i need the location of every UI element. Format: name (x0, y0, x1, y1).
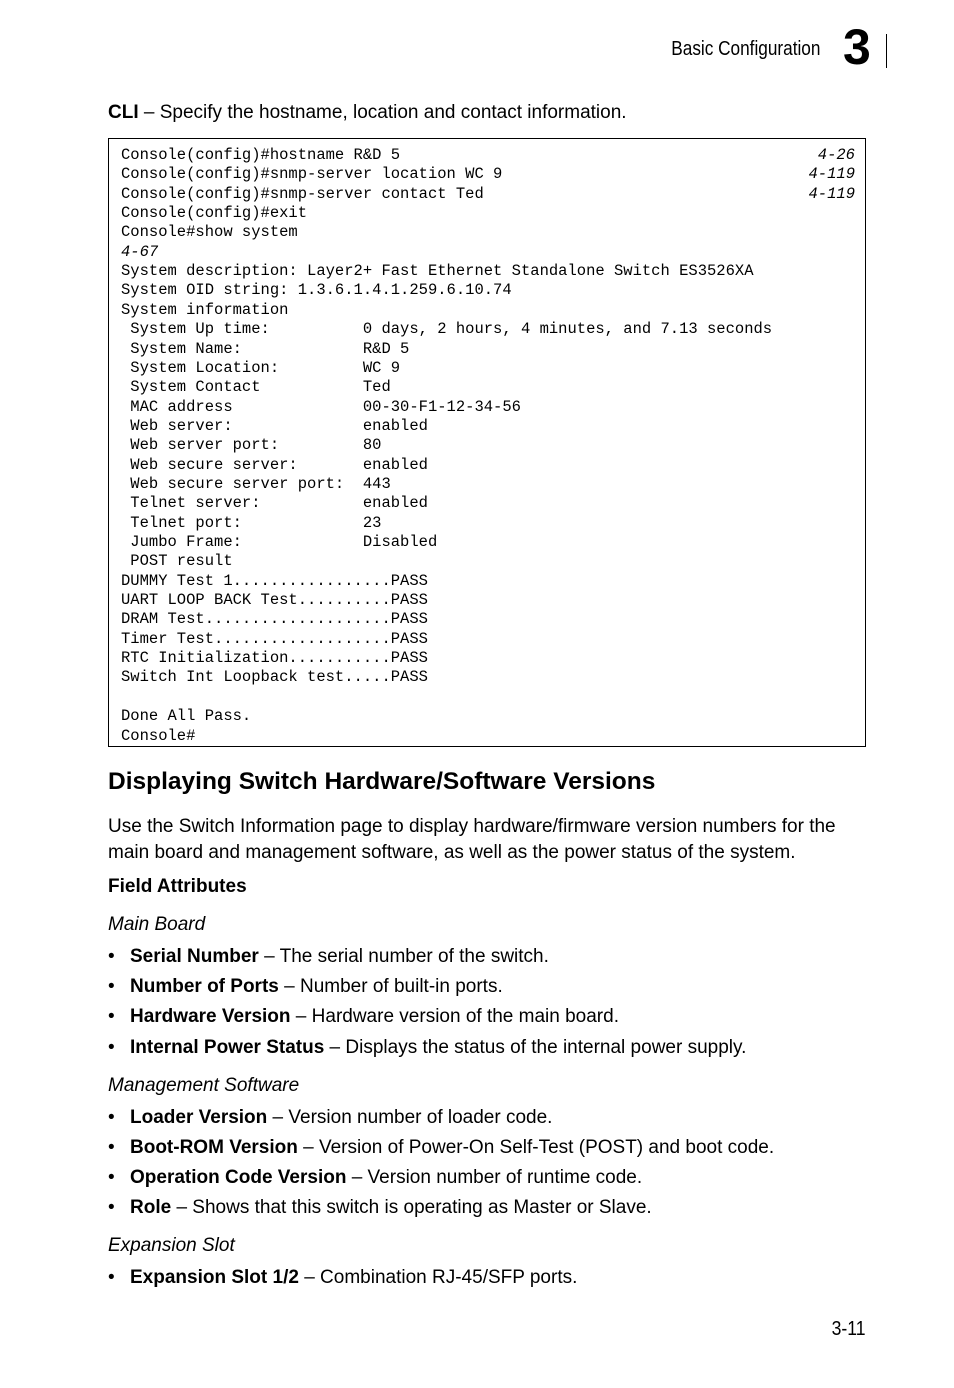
code-line: Done All Pass. (121, 707, 252, 726)
code-line: POST result (121, 552, 233, 571)
bullet-glyph: • (108, 946, 115, 967)
code-line: Web server: enabled (121, 416, 428, 435)
list-item-term: Operation Code Version (130, 1167, 347, 1188)
code-line: System Location: WC 9 (121, 358, 401, 377)
code-block (108, 138, 866, 747)
cli-intro-text: – Specify the hostname, location and contact information. (138, 102, 627, 123)
code-line: Jumbo Frame: Disabled (121, 533, 438, 551)
cli-label: CLI (108, 102, 139, 123)
code-line: Timer Test...................PASS (121, 629, 428, 648)
bullet-glyph: • (108, 1137, 115, 1158)
code-line: System information (121, 300, 289, 319)
bullet-glyph: • (108, 1267, 115, 1288)
code-page-ref: 4-119 (808, 165, 855, 184)
list-item-term: Number of Ports (130, 976, 279, 997)
code-line: MAC address 00-30-F1-12-34-56 (121, 397, 521, 416)
code-line: Web server port: 80 (121, 436, 382, 455)
chapter-number: 3 (843, 19, 871, 75)
code-line: Console# (121, 726, 196, 745)
list-item-term: Internal Power Status (130, 1037, 325, 1058)
list-item-desc: – Shows that this switch is operating as Master or Slave. (171, 1197, 652, 1218)
code-line: Telnet server: enabled (121, 494, 428, 513)
bullet-glyph: • (108, 1197, 115, 1218)
code-line: RTC Initialization...........PASS (121, 649, 428, 668)
bullet-glyph: • (108, 1167, 115, 1188)
list-item-term: Hardware Version (130, 1006, 291, 1027)
list-item-term: Role (130, 1197, 172, 1218)
group-label-main-board: Main Board (108, 914, 206, 935)
running-header-title: Basic Configuration (670, 38, 820, 60)
code-line: DUMMY Test 1.................PASS (121, 571, 428, 590)
code-line: Console(config)#hostname R&D 5 (121, 146, 401, 164)
list-item-desc: – Version of Power-On Self-Test (POST) and boot code. (297, 1137, 775, 1158)
code-line: Web secure server port: 443 (121, 474, 391, 493)
list-item-desc: – Version number of runtime code. (346, 1167, 643, 1188)
list-item-desc: – The serial number of the switch. (258, 946, 549, 967)
section-title: Displaying Switch Hardware/Software Versions (108, 768, 656, 795)
section-paragraph: Use the Switch Information page to display hardware/firmware version numbers for the main board and management software, as well as the power status of the system. (108, 816, 836, 863)
page-number: 3-11 (832, 1318, 866, 1340)
cli-intro (108, 102, 627, 124)
code-line: Web secure server: enabled (121, 455, 428, 474)
code-page-ref: 4-26 (817, 146, 855, 164)
code-line: Console(config)#exit (121, 204, 308, 223)
list-item-desc: – Number of built-in ports. (278, 976, 503, 997)
bullet-glyph: • (108, 1107, 115, 1128)
list-item-term: Loader Version (130, 1107, 268, 1128)
code-line: System OID string: 1.3.6.1.4.1.259.6.10.74 (121, 281, 512, 300)
code-line: System Contact Ted (121, 378, 391, 397)
list-item-term: Serial Number (130, 946, 259, 967)
group-label-management-software: Management Software (108, 1075, 300, 1096)
code-line: Console(config)#snmp-server location WC 9 (121, 165, 503, 184)
code-page-ref: 4-119 (808, 184, 855, 203)
code-line: System description: Layer2+ Fast Ethernet Standalone Switch ES3526XA (121, 262, 754, 281)
code-line: UART LOOP BACK Test..........PASS (121, 591, 428, 610)
code-line: System Up time: 0 days, 2 hours, 4 minutes, and 7.13 seconds (121, 320, 773, 339)
group-label-expansion-slot: Expansion Slot (108, 1235, 235, 1256)
code-page-ref: 4-67 (121, 242, 159, 261)
code-line: DRAM Test....................PASS (121, 610, 428, 629)
field-attributes-heading: Field Attributes (108, 876, 247, 897)
list-item-desc: – Displays the status of the internal power supply. (324, 1037, 747, 1058)
list-item-desc: – Hardware version of the main board. (290, 1006, 619, 1027)
list-item-term: Expansion Slot 1/2 (130, 1267, 299, 1288)
list-item-desc: – Version number of loader code. (267, 1107, 553, 1128)
bullet-glyph: • (108, 1037, 115, 1058)
bullet-glyph: • (108, 1006, 115, 1027)
code-line: Console(config)#snmp-server contact Ted (121, 184, 484, 203)
code-line: Switch Int Loopback test.....PASS (121, 668, 428, 687)
code-line (121, 242, 159, 261)
list-item-desc: – Combination RJ-45/SFP ports. (298, 1267, 578, 1288)
list-item-term: Boot-ROM Version (130, 1137, 298, 1158)
code-line: Console#show system (121, 223, 298, 242)
bullet-glyph: • (108, 976, 115, 997)
code-line: Telnet port: 23 (121, 513, 382, 532)
code-line: System Name: R&D 5 (121, 339, 410, 358)
